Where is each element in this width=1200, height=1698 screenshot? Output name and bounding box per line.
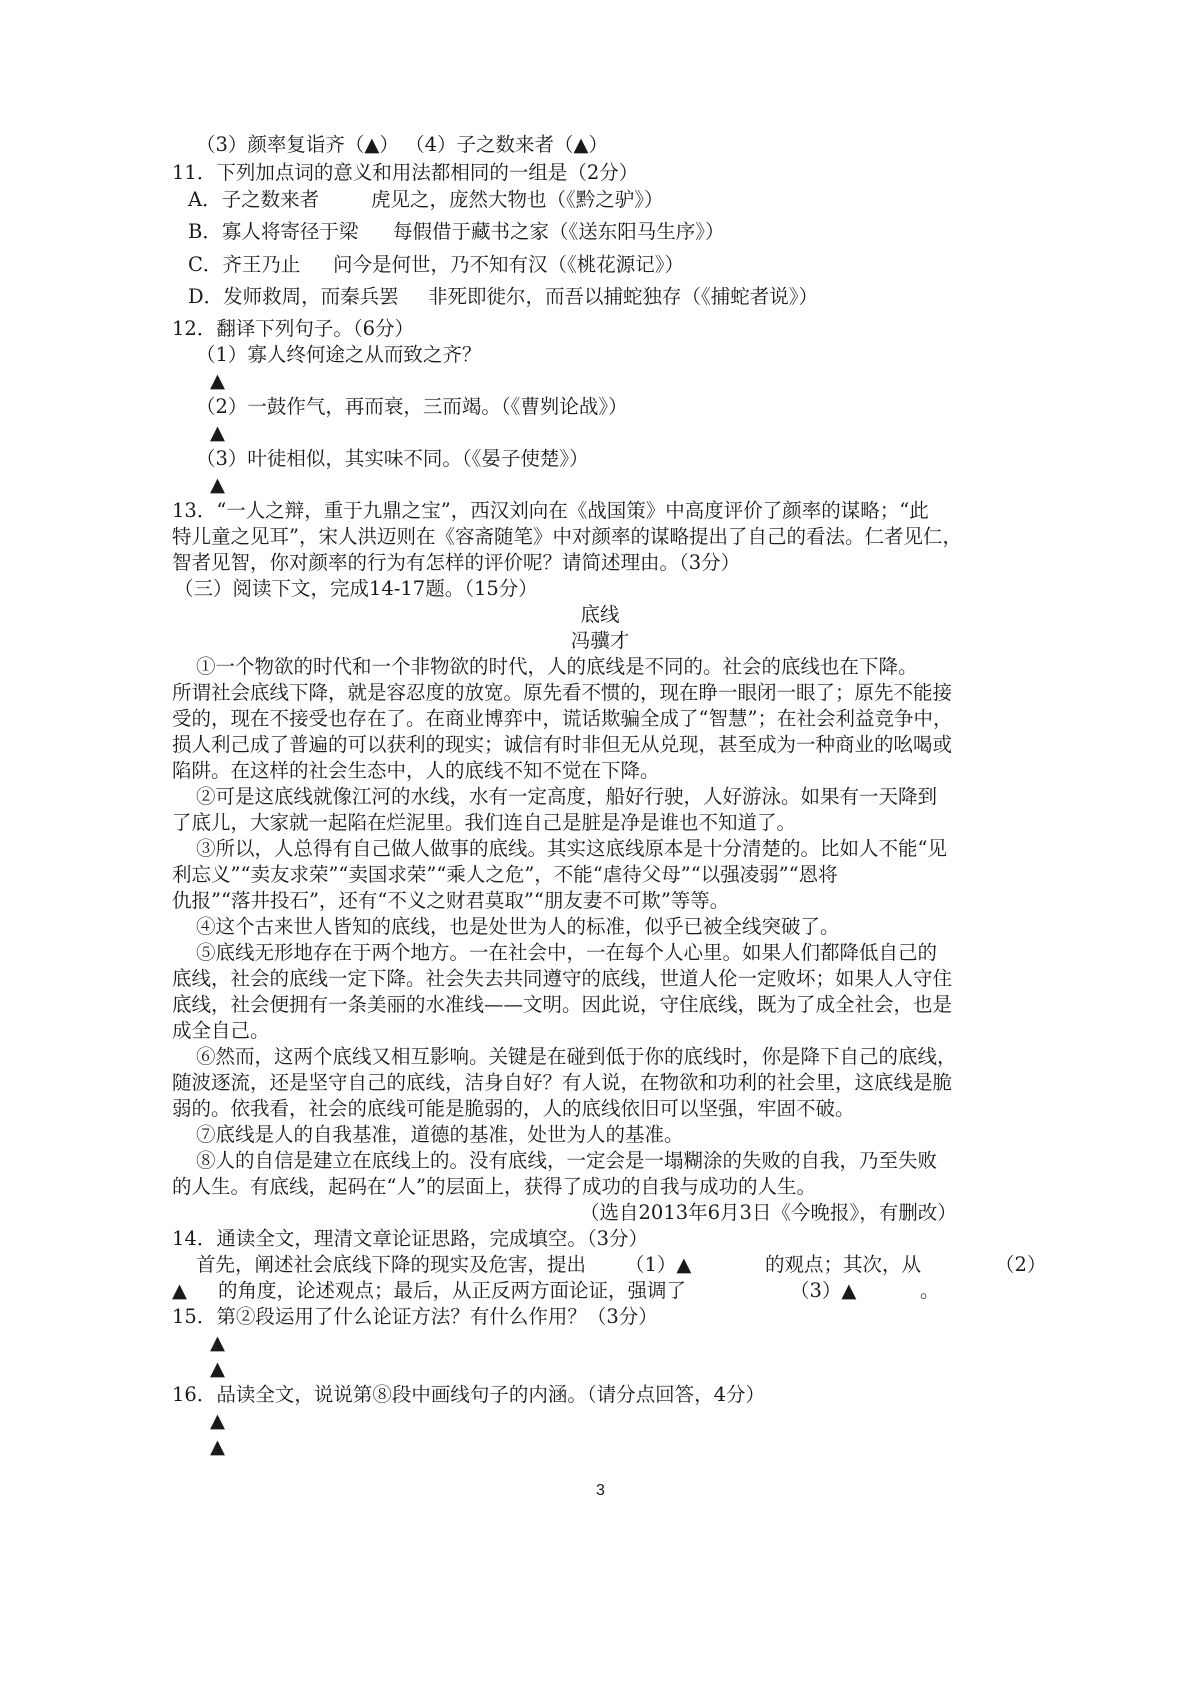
q11-prompt: 11．下列加点词的意义和用法都相同的一组是（2分） <box>172 161 639 184</box>
q12-prompt: 12．翻译下列句子。（6分） <box>172 317 414 340</box>
para-1: 受的，现在不接受也存在了。在商业博弈中，谎话欺骗全成了“智慧”；在社会利益竞争中， <box>172 707 953 730</box>
para-5: 底线，社会便拥有一条美丽的水准线——文明。因此说，守住底线，既为了成全社会，也是 <box>172 993 953 1016</box>
page-number: 3 <box>596 1482 605 1499</box>
q14-blank-2-label: （2） <box>995 1253 1047 1276</box>
para-8: 的人生。有底线，起码在“人”的层面上，获得了成功的自我与成功的人生。 <box>172 1175 816 1198</box>
answer-marker: ▲ <box>210 1409 225 1432</box>
answer-marker: ▲ <box>210 1435 225 1458</box>
q14-fill-end: 。 <box>920 1279 940 1302</box>
q14-prompt: 14．通读全文，理清文章论证思路，完成填空。（3分） <box>172 1227 648 1250</box>
q14-fill-text: 首先，阐述社会底线下降的现实及危害，提出 <box>196 1253 587 1276</box>
q12-sentence-2: （2）一鼓作气，再而衰，三而竭。（《曹刿论战》） <box>196 395 628 418</box>
answer-marker: ▲ <box>210 1331 225 1354</box>
q11-option-b-right: 每假借于藏书之家（《送东阳马生序》） <box>393 220 725 243</box>
q13-line-1: 13．“一人之辩，重于九鼎之宝”，西汉刘向在《战国策》中高度评价了颜率的谋略；“此 <box>172 499 929 522</box>
para-3: ③所以，人总得有自己做人做事的底线。其实这底线原本是十分清楚的。比如人不能“见 <box>196 837 947 860</box>
section-3-heading: （三）阅读下文，完成14-17题。（15分） <box>174 577 538 600</box>
q13-line-3: 智者见智，你对颜率的行为有怎样的评价呢？请简述理由。（3分） <box>172 551 741 574</box>
para-6: 随波逐流，还是坚守自己的底线，洁身自好？有人说，在物欲和功利的社会里，这底线是脆 <box>172 1071 953 1094</box>
para-1: 损人利己成了普遍的可以获利的现实；诚信有时非但无从兑现，甚至成为一种商业的吆喝或 <box>172 733 953 756</box>
q14-fill-text: 的角度，论述观点；最后，从正反两方面论证，强调了 <box>218 1279 687 1302</box>
para-3: 仇报”“落井投石”，还有“不义之财君莫取”“朋友妻不可欺”等等。 <box>172 889 730 912</box>
para-1: ①一个物欲的时代和一个非物欲的时代，人的底线是不同的。社会的底线也在下降。 <box>196 655 918 678</box>
para-5: ⑤底线无形地存在于两个地方。一在社会中，一在每个人心里。如果人们都降低自己的 <box>196 941 938 964</box>
para-6: ⑥然而，这两个底线又相互影响。关键是在碰到低于你的底线时，你是降下自己的底线， <box>196 1045 957 1068</box>
para-3: 利忘义”“卖友求荣”“卖国求荣”“乘人之危”，不能“虐待父母”“以强凌弱”“恩将 <box>172 863 838 886</box>
q14-blank-2: ▲ <box>172 1279 187 1302</box>
q11-option-d-right: 非死即徙尔，而吾以捕蛇独存（《捕蛇者说》） <box>428 285 819 308</box>
article-author: 冯骥才 <box>570 629 630 652</box>
q11-option-a-left: A．子之数来者 <box>188 188 320 211</box>
q11-option-b-left: B．寡人将寄径于梁 <box>188 220 359 243</box>
para-8: ⑧人的自信是建立在底线上的。没有底线，一定会是一塌糊涂的失败的自我，乃至失败 <box>196 1149 938 1172</box>
article-source: （选自2013年6月3日《今晚报》，有删改） <box>580 1201 957 1224</box>
q12-sentence-1: （1）寡人终何途之从而致之齐？ <box>196 343 482 366</box>
q11-option-c-left: C．齐王乃止 <box>188 253 301 276</box>
q16-prompt: 16．品读全文，说说第⑧段中画线句子的内涵。（请分点回答，4分） <box>172 1383 765 1406</box>
para-5: 成全自己。 <box>172 1019 270 1042</box>
para-2: ②可是这底线就像江河的水线，水有一定高度，船好行驶，人好游泳。如果有一天降到 <box>196 785 938 808</box>
para-5: 底线，社会的底线一定下降。社会失去共同遵守的底线，世道人伦一定败坏；如果人人守住 <box>172 967 953 990</box>
para-1: 所谓社会底线下降，就是容忍度的放宽。原先看不惯的，现在睁一眼闭一眼了；原先不能接 <box>172 681 953 704</box>
q11-option-a-right: 虎见之，庞然大物也（《黔之驴》） <box>371 188 664 211</box>
q12-sentence-3: （3）叶徒相似，其实味不同。（《晏子使楚》） <box>196 447 589 470</box>
q11-option-c-right: 问今是何世，乃不知有汉（《桃花源记》） <box>333 253 685 276</box>
q14-fill-text: 的观点；其次，从 <box>765 1253 922 1276</box>
para-1: 陷阱。在这样的社会生态中，人的底线不知不觉在下降。 <box>172 759 660 782</box>
q14-blank-3: （3）▲ <box>790 1279 857 1302</box>
answer-marker: ▲ <box>210 421 225 444</box>
q14-blank-1: （1）▲ <box>625 1253 692 1276</box>
para-6: 弱的。依我看，社会的底线可能是脆弱的，人的底线依旧可以坚强，牢固不破。 <box>172 1097 855 1120</box>
para-7: ⑦底线是人的自我基准，道德的基准，处世为人的基准。 <box>196 1123 684 1146</box>
answer-marker: ▲ <box>210 473 225 496</box>
q11-option-d-left: D．发师救周，而秦兵罢 <box>188 285 399 308</box>
q10-items-3-4: （3）颜率复诣齐（▲） （4）子之数来者（▲） <box>196 133 609 156</box>
article-title: 底线 <box>580 603 620 626</box>
answer-marker: ▲ <box>210 1357 225 1380</box>
q15-prompt: 15．第②段运用了什么论证方法？有什么作用？（3分） <box>172 1305 658 1328</box>
answer-marker: ▲ <box>210 369 225 392</box>
para-2: 了底儿，大家就一起陷在烂泥里。我们连自己是脏是净是谁也不知道了。 <box>172 811 797 834</box>
para-4: ④这个古来世人皆知的底线，也是处世为人的标准，似乎已被全线突破了。 <box>196 915 840 938</box>
q13-line-2: 特儿童之见耳”，宋人洪迈则在《容斋随笔》中对颜率的谋略提出了自己的看法。仁者见仁， <box>172 525 962 548</box>
